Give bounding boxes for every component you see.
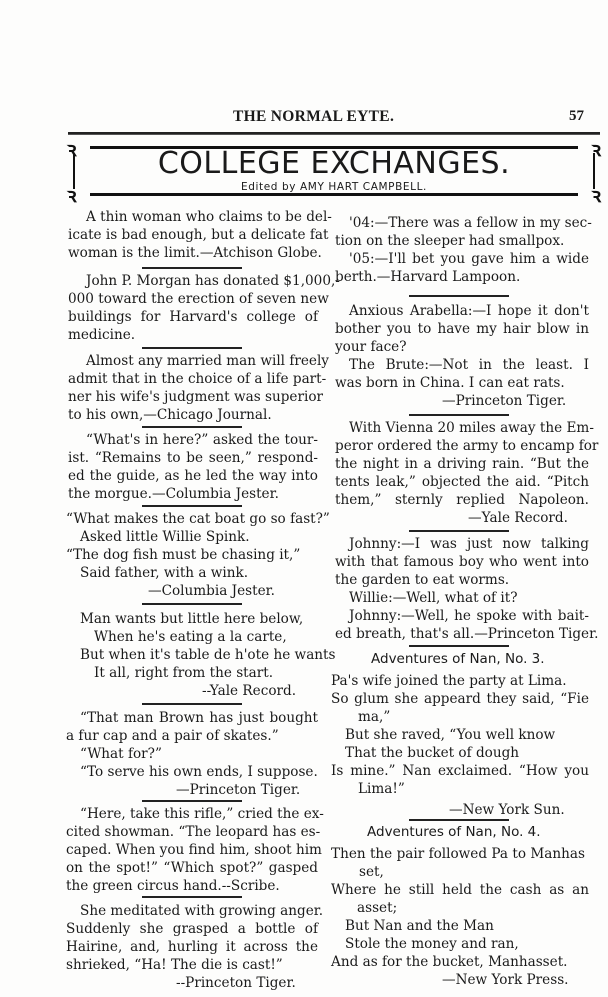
verse-line: ma,” — [358, 709, 391, 725]
source-attribution: --Yale Record. — [202, 683, 297, 699]
poem-heading: Adventures of Nan, No. 4. — [367, 824, 541, 840]
verse-line: But when it's table de h'ote he wants — [80, 647, 336, 663]
verse-line: It all, right from the start. — [94, 665, 274, 681]
scroll-ornament-icon: ꝛ — [591, 137, 601, 161]
text-line: medicine. — [68, 327, 136, 343]
text-line: Hairine, and, hurling it across the — [66, 939, 318, 955]
item-divider — [409, 645, 509, 647]
text-line: ed breath, that's all.—Princeton Tiger. — [335, 626, 599, 642]
text-line: ner his wife's judgment was superior — [68, 389, 324, 405]
text-line: icate is bad enough, but a delicate fat — [68, 227, 329, 243]
verse-line: Then the pair followed Pa to Manhas — [331, 846, 585, 862]
verse-line: set, — [359, 864, 384, 880]
source-attribution: —Princeton Tiger. — [176, 782, 301, 798]
text-line: Anxious Arabella:—I hope it don't — [349, 303, 589, 319]
item-divider — [142, 603, 242, 605]
verse-line: That the bucket of dough — [345, 745, 520, 761]
text-line: bother you to have my hair blow in — [335, 321, 589, 337]
text-line: “Here, take this rifle,” cried the ex- — [80, 806, 324, 822]
text-line: Johnny:—Well, he spoke with bait- — [349, 608, 589, 624]
source-attribution: —Columbia Jester. — [148, 583, 275, 599]
verse-line: Asked little Willie Spink. — [80, 529, 250, 545]
item-divider — [142, 896, 242, 898]
text-line: “What for?” — [80, 746, 162, 762]
verse-line: And as for the bucket, Manhasset. — [331, 954, 568, 970]
text-line: “To serve his own ends, I suppose. — [80, 764, 318, 780]
text-line: peror ordered the army to encamp for — [335, 438, 599, 454]
text-line: '04:—There was a fellow in my sec- — [349, 215, 592, 231]
source-attribution: —Princeton Tiger. — [442, 393, 567, 409]
verse-line: asset; — [357, 900, 398, 916]
running-head — [0, 108, 608, 128]
text-line: A thin woman who claims to be del- — [86, 209, 332, 225]
verse-line: But she raved, “You well know — [345, 727, 556, 743]
text-line: Suddenly she grasped a bottle of — [66, 921, 318, 937]
item-divider — [142, 347, 242, 349]
text-line: “What's in here?” asked the tour- — [86, 432, 318, 448]
text-line: was born in China. I can eat rats. — [335, 375, 565, 391]
text-line: caped. When you find him, shoot him — [66, 842, 322, 858]
verse-line: Said father, with a wink. — [80, 565, 249, 581]
item-divider — [409, 295, 509, 297]
text-line: ist. “Remains to be seen,” respond- — [68, 450, 318, 466]
text-line: on the spot!” “Which spot?” gasped — [66, 860, 318, 876]
text-line: John P. Morgan has donated $1,000,- — [86, 273, 340, 289]
text-line: the green circus hand.--Scribe. — [66, 878, 280, 894]
text-line: Almost any married man will freely — [86, 353, 329, 369]
text-line: the garden to eat worms. — [335, 572, 510, 588]
verse-line: Is mine.” Nan exclaimed. “How you — [331, 763, 589, 779]
section-banner — [67, 137, 601, 207]
source-attribution: —Yale Record. — [468, 510, 568, 526]
text-line: the night in a driving rain. “But the — [335, 456, 589, 472]
text-line: admit that in the choice of a life part- — [68, 371, 327, 387]
text-line: ed the guide, as he led the way into — [68, 468, 318, 484]
scroll-ornament-icon: ꝛ — [591, 183, 601, 207]
text-line: Johnny:—I was just now talking — [349, 536, 589, 552]
text-line: with that famous boy who went into — [335, 554, 589, 570]
item-divider — [409, 819, 509, 821]
text-line: shrieked, “Ha! The die is cast!” — [66, 957, 283, 973]
item-divider — [142, 703, 242, 705]
verse-line: Stole the money and ran, — [345, 936, 519, 952]
item-divider — [142, 426, 242, 428]
verse-line: Pa's wife joined the party at Lima. — [331, 673, 567, 689]
scroll-ornament-icon: ꝛ — [67, 183, 77, 207]
source-attribution: —New York Sun. — [449, 802, 565, 818]
section-title: COLLEGE EXCHANGES. — [157, 146, 511, 181]
header-rule — [68, 132, 600, 135]
verse-line: But Nan and the Man — [345, 918, 494, 934]
banner-bottom-rule — [90, 193, 578, 196]
text-line: cited showman. “The leopard has es- — [66, 824, 321, 840]
text-line: Willie:—Well, what of it? — [349, 590, 518, 606]
text-line: to his own,—Chicago Journal. — [68, 407, 272, 423]
text-line: your face? — [335, 339, 407, 355]
text-line: berth.—Harvard Lampoon. — [335, 269, 521, 285]
verse-line: “What makes the cat boat go so fast?” — [66, 511, 330, 527]
verse-line: Where he still held the cash as an — [331, 882, 589, 898]
journal-title: THE NORMAL EYTE. — [233, 108, 395, 125]
poem-heading: Adventures of Nan, No. 3. — [371, 651, 545, 667]
item-divider — [409, 530, 509, 532]
scroll-ornament-icon: ꝛ — [67, 137, 77, 161]
text-line: buildings for Harvard's college of — [68, 309, 318, 325]
verse-line: Lima!” — [358, 781, 405, 797]
editor-credit: Edited by AMY HART CAMPBELL. — [241, 181, 427, 193]
item-divider — [142, 267, 242, 269]
text-line: tion on the sleeper had smallpox. — [335, 233, 565, 249]
verse-line: When he's eating a la carte, — [94, 629, 287, 645]
text-line: 000 toward the erection of seven new — [68, 291, 329, 307]
verse-line: “The dog fish must be chasing it,” — [66, 547, 301, 563]
text-line: the morgue.—Columbia Jester. — [68, 486, 279, 502]
source-attribution: —New York Press. — [442, 972, 569, 988]
verse-line: So glum she appeard they said, “Fie — [331, 691, 589, 707]
source-attribution: --Princeton Tiger. — [176, 975, 296, 991]
item-divider — [142, 505, 242, 507]
text-line: “That man Brown has just bought — [80, 710, 318, 726]
text-line: tents leak,” objected the aid. “Pitch — [335, 474, 589, 490]
text-line: The Brute:—Not in the least. I — [349, 357, 589, 373]
item-divider — [142, 800, 242, 802]
text-line: them,” sternly replied Napoleon. — [335, 492, 589, 508]
verse-line: Man wants but little here below, — [80, 611, 304, 627]
item-divider — [409, 414, 509, 416]
text-line: a fur cap and a pair of skates.” — [66, 728, 279, 744]
text-line: With Vienna 20 miles away the Em- — [349, 420, 594, 436]
text-line: She meditated with growing anger. — [80, 903, 324, 919]
page-number: 57 — [569, 108, 584, 124]
text-line: '05:—I'll bet you gave him a wide — [349, 251, 589, 267]
text-line: woman is the limit.—Atchison Globe. — [68, 245, 322, 261]
